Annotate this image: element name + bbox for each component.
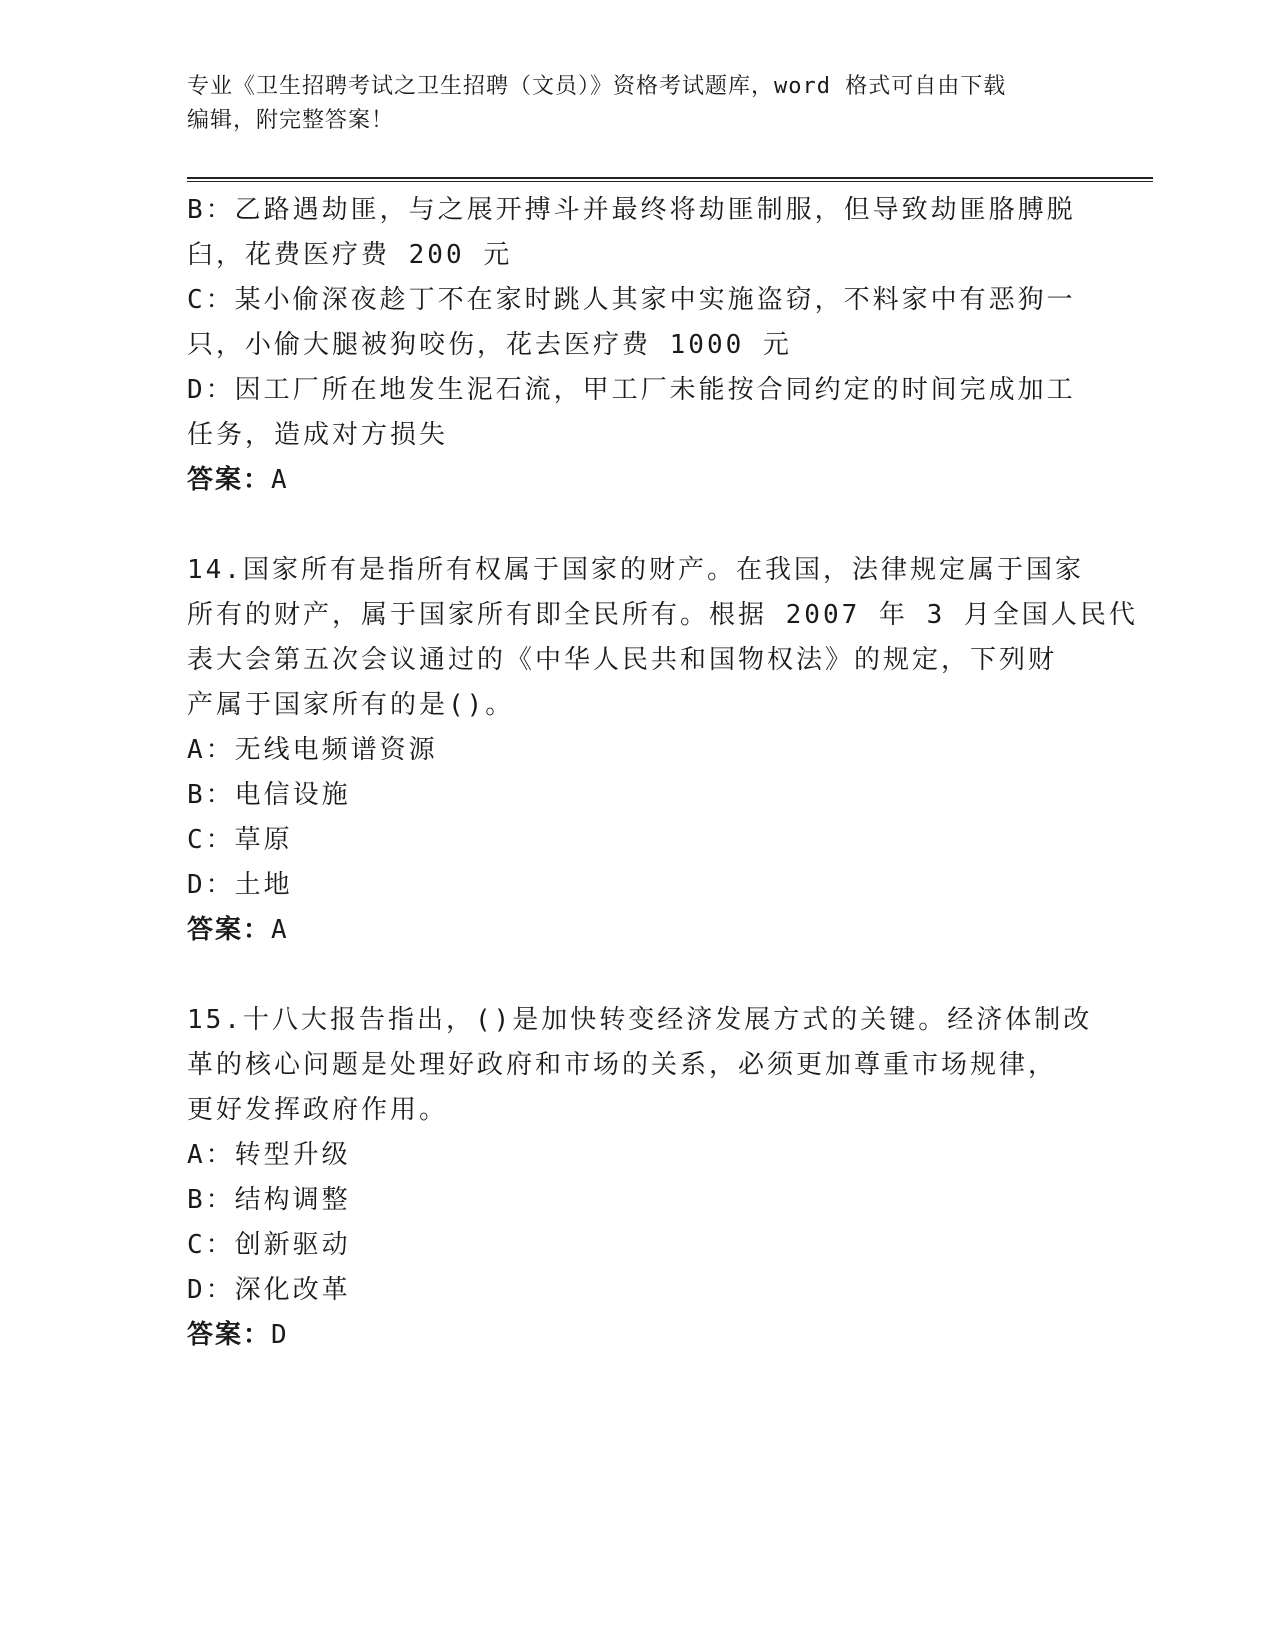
q14-option-a: A：无线电频谱资源	[187, 735, 438, 765]
q15-stem-line-1: 15.十八大报告指出，()是加快转变经济发展方式的关键。经济体制改	[187, 1005, 1093, 1035]
question-content	[187, 188, 1138, 1358]
q13-option-d-line-2: 任务，造成对方损失	[187, 420, 449, 450]
q14-answer	[187, 908, 1087, 953]
spacer	[187, 953, 1087, 998]
header-line-1: 专业《卫生招聘考试之卫生招聘（文员）》资格考试题库，word 格式可自由下载	[187, 74, 1007, 99]
q15-option-a: A：转型升级	[187, 1140, 351, 1170]
question-14	[187, 548, 1138, 953]
question-13-tail	[187, 188, 1087, 503]
q13-answer-value: A	[271, 465, 289, 495]
q13-option-d-line-1: D：因工厂所在地发生泥石流，甲工厂未能按合同约定的时间完成加工	[187, 375, 1076, 405]
header-line-2: 编辑，附完整答案！	[187, 108, 395, 133]
q15-option-c: C：创新驱动	[187, 1230, 351, 1260]
q14-option-c: C：草原	[187, 825, 293, 855]
q13-option-c-line-1: C：某小偷深夜趁丁不在家时跳人其家中实施盗窃，不料家中有恶狗一	[187, 285, 1076, 315]
q13-option-c-line-2: 只，小偷大腿被狗咬伤，花去医疗费 1000 元	[187, 330, 792, 360]
header-divider	[187, 177, 1153, 182]
q14-stem-line-1: 14.国家所有是指所有权属于国家的财产。在我国，法律规定属于国家	[187, 555, 1084, 585]
q14-answer-label: 答案：	[187, 915, 272, 945]
q14-option-d: D：土地	[187, 870, 293, 900]
q13-option-b-line-1: B：乙路遇劫匪，与之展开搏斗并最终将劫匪制服，但导致劫匪胳膊脱	[187, 195, 1076, 225]
q15-stem-line-3: 更好发挥政府作用。	[187, 1095, 449, 1125]
question-15	[187, 998, 1093, 1358]
q13-answer	[187, 458, 1087, 503]
q14-option-b: B：电信设施	[187, 780, 351, 810]
q14-answer-value: A	[271, 915, 289, 945]
spacer	[187, 503, 1087, 548]
q14-stem-line-2: 所有的财产，属于国家所有即全民所有。根据 2007 年 3 月全国人民代	[187, 600, 1138, 630]
q15-answer-value: D	[271, 1320, 289, 1350]
q13-answer-label: 答案：	[187, 465, 272, 495]
q15-stem-line-2: 革的核心问题是处理好政府和市场的关系，必须更加尊重市场规律，	[187, 1050, 1058, 1080]
q15-answer	[187, 1313, 1087, 1358]
q15-option-b: B：结构调整	[187, 1185, 351, 1215]
q13-option-b-line-2: 臼，花费医疗费 200 元	[187, 240, 513, 270]
q14-stem-line-4: 产属于国家所有的是()。	[187, 690, 515, 720]
q15-answer-label: 答案：	[187, 1320, 272, 1350]
q15-option-d: D：深化改革	[187, 1275, 351, 1305]
page-header	[187, 70, 1087, 138]
q14-stem-line-3: 表大会第五次会议通过的《中华人民共和国物权法》的规定，下列财	[187, 645, 1058, 675]
